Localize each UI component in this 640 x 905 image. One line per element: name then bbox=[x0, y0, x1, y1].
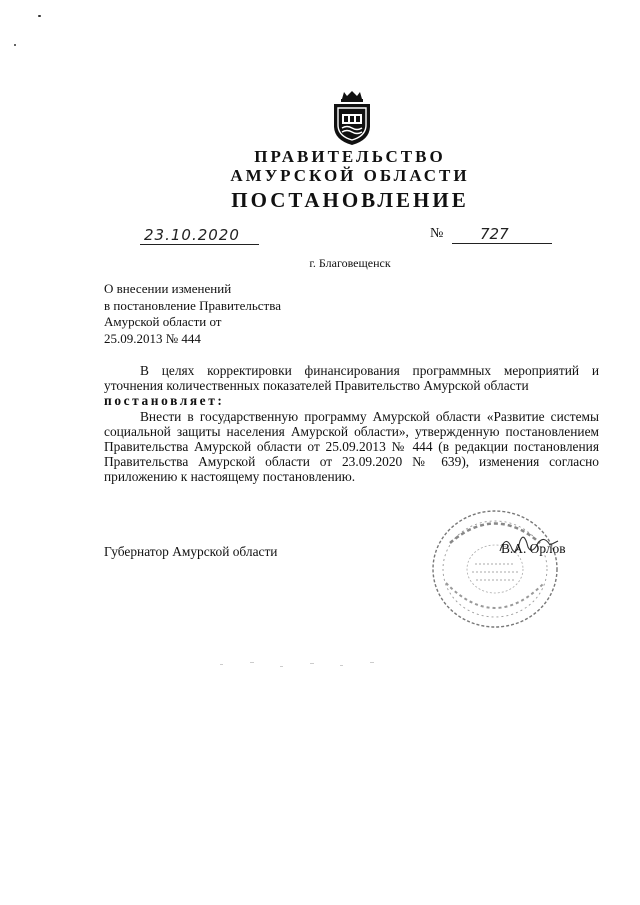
scan-noise bbox=[210, 650, 410, 680]
subject-line: в постановление Правительства bbox=[104, 297, 281, 313]
signatory-position: Губернатор Амурской области bbox=[104, 544, 278, 559]
subject-block bbox=[104, 281, 281, 347]
document-date: 23.10.2020 bbox=[140, 226, 259, 245]
city-line: г. Благовещенск bbox=[309, 256, 391, 270]
round-seal-stamp-icon bbox=[430, 508, 560, 630]
document-number: 727 bbox=[452, 225, 552, 244]
government-title: ПРАВИТЕЛЬСТВО bbox=[254, 147, 446, 166]
subject-line: О внесении изменений bbox=[104, 281, 232, 296]
body-text bbox=[104, 363, 599, 485]
resolves-word: постановляет: bbox=[104, 393, 225, 409]
document-type-title: ПОСТАНОВЛЕНИЕ bbox=[231, 188, 469, 212]
amur-region-coat-of-arms-icon bbox=[330, 90, 374, 146]
content-paragraph: Внести в государственную программу Амурской области «Развитие системы социальной защиты населения Амурской области», утвержденную постановлением Правительства Амурской области от 25.09.2013 № 444 (в редакции постановления Правительства Амурской области от 23.09.2020 № 639), изменения согласно приложению к настоящему постановлению. bbox=[104, 408, 599, 485]
subject-line: Амурской области от bbox=[104, 314, 222, 329]
region-title: АМУРСКОЙ ОБЛАСТИ bbox=[230, 166, 470, 185]
number-label: № bbox=[430, 226, 444, 241]
subject-line: 25.09.2013 № 444 bbox=[104, 330, 201, 346]
scan-speck bbox=[14, 44, 16, 46]
signatory-name: В.А. Орлов bbox=[501, 541, 566, 556]
intro-paragraph: В целях корректировки финансирования программных мероприятий и уточнения количественных показателей Правительство Амурской области bbox=[104, 363, 599, 394]
scan-speck bbox=[38, 15, 41, 17]
